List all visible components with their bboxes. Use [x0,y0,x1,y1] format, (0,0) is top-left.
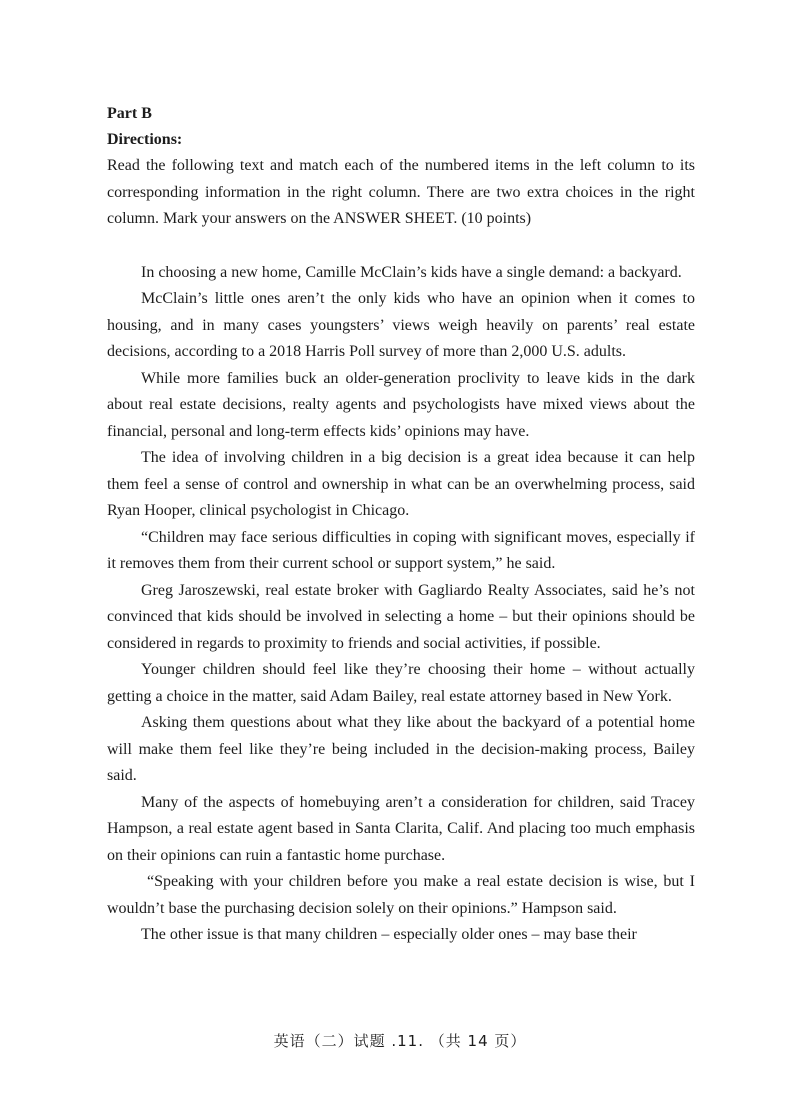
passage-paragraph-4: The idea of involving children in a big decision is a great idea because it can help them feel a sense of control and ownership in what can be an overwhelming process, said Ryan Hooper, clinical psychologist in Chicago. [107,449,695,519]
passage-paragraph-2: McClain’s little ones aren’t the only kids who have an opinion when it comes to housing, and in many cases youngsters’ views weigh heavily on parents’ real estate decisions, according to a 2018 Harris Poll survey of more than 2,000 U.S. adults. [107,290,695,360]
directions-title: Directions: [107,131,183,148]
part-title: Part B [107,105,152,122]
passage-paragraph-1: In choosing a new home, Camille McClain’s kids have a single demand: a backyard. [141,263,682,281]
passage-paragraph-9: Many of the aspects of homebuying aren’t a consideration for children, said Tracey Hampson, a real estate agent based in Santa Clarita, Calif. And placing too much emphasis on their opinions can ruin a fantastic home purchase. [107,793,695,864]
passage-paragraph-7: Younger children should feel like they’re choosing their home – without actually getting a choice in the matter, said Adam Bailey, real estate attorney based in New York. [107,661,695,705]
passage-paragraph-5: “Children may face serious difficulties in coping with significant moves, especially if it removes them from their current school or support system,” he said. [107,528,695,572]
page-footer: 英语（二）试题 .11. （共 14 页） [273,1032,527,1050]
reading-passage [107,260,695,949]
passage-paragraph-11: The other issue is that many children – especially older ones – may base their [141,926,637,943]
passage-paragraph-8: Asking them questions about what they like about the backyard of a potential home will make them feel like they’re being included in the decision-making process, Bailey said. [107,714,695,784]
passage-paragraph-3: While more families buck an older-generation proclivity to leave kids in the dark about real estate decisions, realty agents and psychologists have mixed views about the financial, personal and long-term effects kids’ opinions may have. [107,369,695,440]
passage-paragraph-6: Greg Jaroszewski, real estate broker with Gagliardo Realty Associates, said he’s not convinced that kids should be involved in selecting a home – but their opinions should be considered in regards to proximity to friends and social activities, if possible. [107,581,695,652]
exam-page [107,101,695,949]
directions-text: Read the following text and match each of the numbered items in the left column to its corresponding information in the right column. There are two extra choices in the right column. Mark your answers on the ANSWER SHEET. (10 points) [107,157,695,227]
passage-paragraph-10: “Speaking with your children before you make a real estate decision is wise, but I wouldn’t base the purchasing decision solely on their opinions.” Hampson said. [107,873,695,917]
